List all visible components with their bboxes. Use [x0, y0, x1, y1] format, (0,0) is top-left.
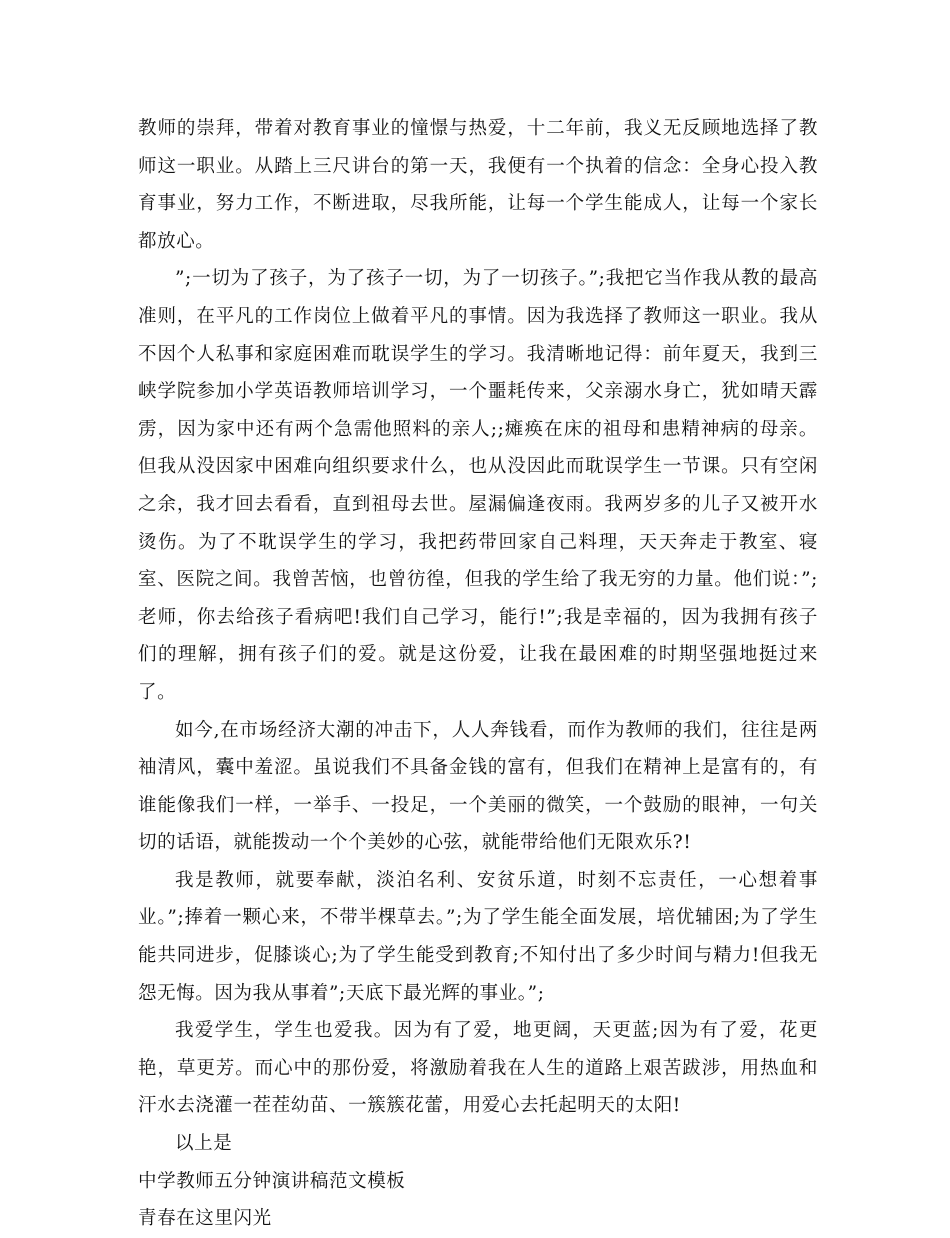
closing-title: 中学教师五分钟演讲稿范文模板 [138, 1170, 406, 1192]
paragraph-3: 如今,在市场经济大潮的冲击下，人人奔钱看，而作为教师的我们，往往是两袖清风，囊中羞涩。虽说我们不具备金钱的富有，但我们在精神上是富有的，有谁能像我们一样，一举手、一投足，一个美丽的微笑，一个鼓励的眼神，一句关切的话语，就能拨动一个个美妙的心弦，就能带给他们无限欢乐?! [138, 719, 818, 854]
closing-intro: 以上是 [175, 1133, 233, 1155]
paragraph-5: 我爱学生，学生也爱我。因为有了爱，地更阔，天更蓝;因为有了爱，花更艳，草更芳。而心中的那份爱，将激励着我在人生的道路上艰苦跋涉，用热血和汗水去浇灌一茬茬幼苗、一簇簇花蕾，用爱心去托起明天的太阳! [138, 1020, 818, 1117]
paragraph-4: 我是教师，就要奉献，淡泊名利、安贫乐道，时刻不忘责任，一心想着事业。”;捧着一颗心来，不带半棵草去。”;为了学生能全面发展，培优辅困;为了学生能共同进步，促膝谈心;为了学生能受到教育;不知付出了多少时间与精力!但我无怨无悔。因为我从事着”;天底下最光辉的事业。”; [138, 869, 818, 1004]
document-body [138, 110, 818, 1238]
paragraph-2: ”;一切为了孩子，为了孩子一切，为了一切孩子。”;我把它当作我从教的最高准则，在平凡的工作岗位上做着平凡的事情。因为我选择了教师这一职业。我从不因个人私事和家庭困难而耽误学生的学习。我清晰地记得：前年夏天，我到三峡学院参加小学英语教师培训学习，一个噩耗传来，父亲溺水身亡，犹如晴天霹雳，因为家中还有两个急需他照料的亲人;;瘫痪在床的祖母和患精神病的母亲。但我从没因家中困难向组织要求什么，也从没因此而耽误学生一节课。只有空闲之余，我才回去看看，直到祖母去世。屋漏偏逢夜雨。我两岁多的儿子又被开水烫伤。为了不耽误学生的学习，我把药带回家自己料理，天天奔走于教室、寝室、医院之间。我曾苦恼，也曾彷徨，但我的学生给了我无穷的力量。他们说：”;老师，你去给孩子看病吧!我们自己学习，能行!”;我是幸福的，因为我拥有孩子们的理解，拥有孩子们的爱。就是这份爱，让我在最困难的时期坚强地挺过来了。 [138, 268, 818, 703]
paragraph-1: 教师的崇拜，带着对教育事业的憧憬与热爱，十二年前，我义无反顾地选择了教师这一职业。从踏上三尺讲台的第一天，我便有一个执着的信念：全身心投入教育事业，努力工作，不断进取，尽我所能，让每一个学生能成人，让每一个家长都放心。 [138, 118, 818, 252]
closing-subtitle: 青春在这里闪光 [138, 1208, 272, 1230]
